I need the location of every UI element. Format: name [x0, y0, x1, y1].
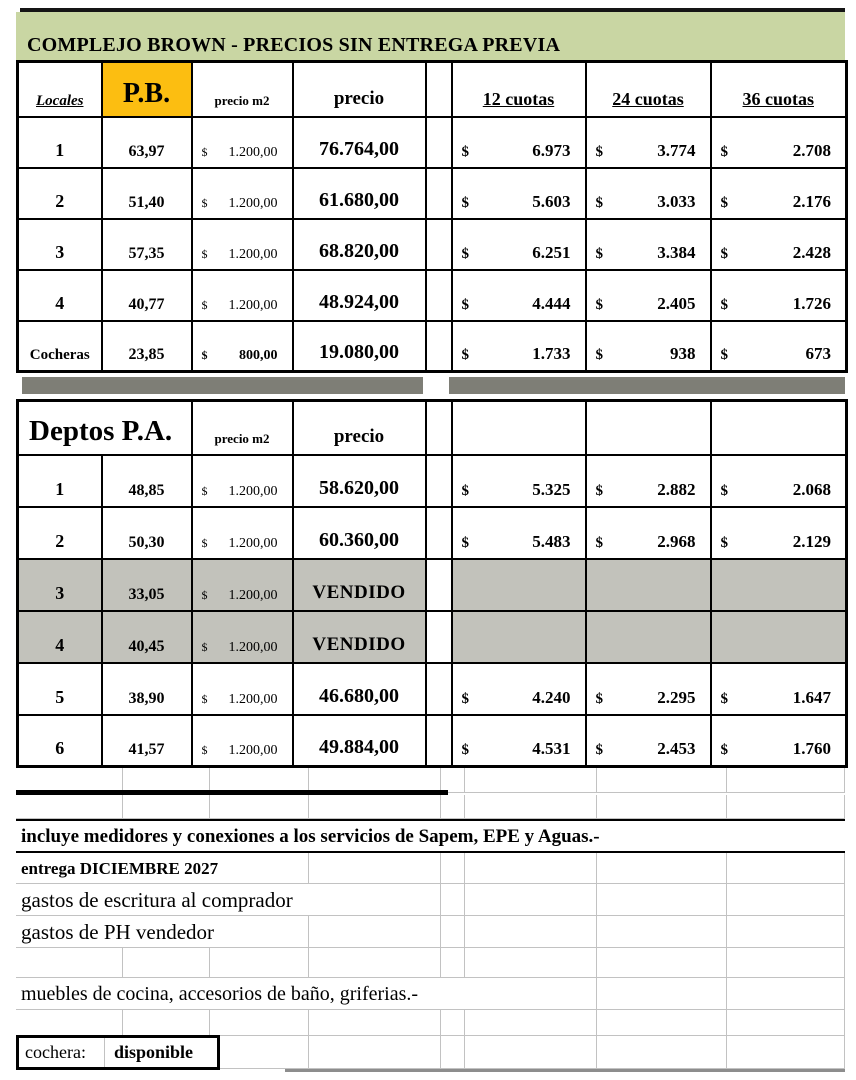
cell-price-per-m2: [192, 270, 293, 321]
cell-surface-m2: [102, 507, 192, 559]
installment-36: 1.760: [792, 739, 832, 758]
price-per-m2: 1.200,00: [228, 743, 278, 758]
installment-24: 2.453: [657, 739, 696, 758]
spacer-cell: [426, 559, 452, 611]
table-row-sold: [18, 611, 847, 663]
cell-unit-number: [18, 663, 102, 715]
cell-installment-36: [711, 715, 847, 767]
cell-installment-24: [586, 559, 711, 611]
cell-installment-24: [586, 663, 711, 715]
currency-symbol: $: [595, 534, 604, 551]
table-row: [18, 219, 847, 270]
cell-installment-24: [586, 455, 711, 507]
price: 58.620,00: [319, 476, 400, 499]
price: 48.924,00: [319, 290, 399, 313]
price-per-m2: 800,00: [239, 348, 278, 363]
note-muebles: muebles de cocina, accesorios de baño, griferias.-: [16, 978, 845, 1010]
price-per-m2: 1.200,00: [228, 483, 278, 499]
cell-price: [293, 455, 426, 507]
cell-sold-status: [293, 559, 426, 611]
sold-status: VENDIDO: [312, 633, 406, 655]
installment-12: 5.483: [532, 531, 571, 551]
installment-12: 5.325: [532, 479, 571, 499]
table-row: [18, 507, 847, 559]
surface-m2: 51,40: [128, 193, 165, 211]
cochera-row: [16, 1036, 845, 1069]
page-title: COMPLEJO BROWN - PRECIOS SIN ENTREGA PREVIA: [27, 34, 561, 56]
cochera-box: [16, 1035, 220, 1070]
cell-surface-m2: [102, 715, 192, 767]
surface-m2: 40,45: [128, 637, 165, 655]
col-header-precio-m2: [192, 62, 293, 117]
currency-symbol: $: [461, 296, 469, 313]
cell-unit-number: [18, 611, 102, 663]
table-row: [18, 270, 847, 321]
col-header-precio-m2: [192, 401, 293, 455]
cell-installment-36: [711, 559, 847, 611]
spacer-cell: [426, 321, 452, 372]
spacer-cell: [426, 611, 452, 663]
note-incluye: incluye medidores y conexiones a los servicios de Sapem, EPE y Aguas.-: [16, 819, 845, 853]
installment-36: 1.647: [792, 687, 832, 707]
cell-surface-m2: [102, 455, 192, 507]
currency-symbol: $: [720, 690, 729, 707]
table-row: [18, 663, 847, 715]
cell-installment-24: [586, 219, 711, 270]
empty-header-cell: [711, 401, 847, 455]
cell-surface-m2: [102, 219, 192, 270]
currency-symbol: $: [201, 297, 208, 312]
table-row-sold: [18, 559, 847, 611]
col-header-pb: [102, 62, 192, 117]
cell-price-per-m2: [192, 507, 293, 559]
spacer-cell: [426, 401, 452, 455]
installment-36: 2.068: [792, 479, 832, 499]
cell-installment-24: [586, 270, 711, 321]
currency-symbol: $: [595, 296, 603, 313]
local-number: 1: [55, 139, 65, 160]
currency-symbol: $: [201, 587, 208, 602]
note-gastos-ph: gastos de PH vendedor: [16, 916, 845, 948]
currency-symbol: $: [461, 143, 469, 160]
empty-header-cell: [586, 401, 711, 455]
currency-symbol: $: [201, 195, 208, 210]
cochera-status: disponible: [114, 1042, 194, 1062]
currency-symbol: $: [201, 144, 208, 159]
col-header-locales-label: Locales: [36, 92, 84, 109]
col-header-12-cuotas: [452, 62, 586, 117]
unit-number: 3: [55, 582, 65, 603]
cell-installment-36: [711, 321, 847, 372]
price-per-m2: 1.200,00: [228, 144, 278, 160]
cell-price: [293, 168, 426, 219]
currency-symbol: $: [201, 348, 208, 362]
cell-surface-m2: [102, 559, 192, 611]
surface-m2: 40,77: [128, 295, 165, 313]
cell-local-number: [18, 117, 102, 168]
currency-symbol: $: [201, 691, 208, 706]
cell-unit-number: [18, 715, 102, 767]
cell-unit-number: [18, 559, 102, 611]
cell-installment-36: [711, 117, 847, 168]
installment-12: 6.973: [532, 140, 571, 160]
installment-12: 5.603: [532, 191, 571, 211]
currency-symbol: $: [720, 296, 728, 313]
local-number: Cocheras: [29, 347, 90, 363]
installment-36: 2.428: [792, 242, 831, 262]
spacer-cell: [426, 507, 452, 559]
cell-installment-36: [711, 270, 847, 321]
price: 61.680,00: [319, 188, 399, 211]
currency-symbol: $: [201, 639, 208, 654]
installment-24: 3.774: [657, 140, 696, 160]
pb-table: [16, 60, 848, 373]
cell-price-per-m2: [192, 168, 293, 219]
surface-m2: 33,05: [128, 585, 165, 603]
currency-symbol: $: [720, 742, 729, 758]
empty-grid-row: [16, 948, 845, 978]
price-per-m2: 1.200,00: [228, 587, 278, 603]
cell-price: [293, 321, 426, 372]
currency-symbol: $: [461, 194, 469, 211]
installment-12: 1.733: [532, 344, 571, 363]
cell-price: [293, 270, 426, 321]
cell-installment-24: [586, 715, 711, 767]
cell-installment-12: [452, 168, 586, 219]
currency-symbol: $: [595, 347, 603, 363]
empty-grid-row: [16, 1010, 845, 1036]
price-per-m2: 1.200,00: [228, 195, 278, 211]
currency-symbol: $: [201, 483, 208, 498]
currency-symbol: $: [201, 743, 208, 757]
price-per-m2: 1.200,00: [228, 639, 278, 655]
table-row: [18, 117, 847, 168]
unit-number: 4: [55, 634, 65, 655]
surface-m2: 38,90: [128, 689, 165, 707]
surface-m2: 48,85: [128, 481, 165, 499]
empty-header-cell: [452, 401, 586, 455]
cell-installment-12: [452, 715, 586, 767]
cell-price: [293, 219, 426, 270]
col-header-36-cuotas: [711, 62, 847, 117]
price-per-m2: 1.200,00: [228, 691, 278, 707]
installment-36: 2.708: [792, 140, 831, 160]
currency-symbol: $: [720, 482, 729, 499]
currency-symbol: $: [595, 690, 604, 707]
cell-installment-12: [452, 611, 586, 663]
cell-local-number: [18, 219, 102, 270]
spacer-cell: [426, 219, 452, 270]
surface-m2: 23,85: [128, 346, 165, 363]
col-header-precio: [293, 62, 426, 117]
notes-section: [16, 768, 845, 1072]
cell-price: [293, 715, 426, 767]
price: 60.360,00: [319, 528, 400, 551]
cell-price: [293, 663, 426, 715]
cell-local-number: [18, 168, 102, 219]
local-number: 3: [55, 241, 65, 262]
pa-table: [16, 399, 848, 768]
installment-36: 673: [805, 344, 831, 363]
cell-unit-number: [18, 507, 102, 559]
currency-symbol: $: [720, 143, 728, 160]
currency-symbol: $: [595, 245, 603, 262]
cell-installment-24: [586, 117, 711, 168]
col-header-precio-m2-label: precio m2: [214, 92, 270, 108]
installment-24: 2.295: [657, 687, 696, 707]
cell-installment-24: [586, 611, 711, 663]
col-header-precio-m2-label: precio m2: [214, 430, 270, 446]
col-header-36-cuotas-label: 36 cuotas: [742, 88, 814, 109]
installment-24: 2.882: [657, 479, 696, 499]
cell-price-per-m2: [192, 715, 293, 767]
currency-symbol: $: [720, 534, 729, 551]
cell-installment-24: [586, 507, 711, 559]
table-row: [18, 321, 847, 372]
currency-symbol: $: [461, 534, 470, 551]
price-per-m2: 1.200,00: [228, 246, 278, 262]
spacer-cell: [426, 62, 452, 117]
sold-status: VENDIDO: [312, 581, 406, 603]
currency-symbol: $: [461, 245, 469, 262]
divider-bar-left: [22, 377, 423, 394]
cell-surface-m2: [102, 270, 192, 321]
cell-surface-m2: [102, 117, 192, 168]
bottom-border-line: [285, 1069, 845, 1072]
currency-symbol: $: [595, 482, 604, 499]
currency-symbol: $: [720, 194, 728, 211]
note-entrega: entrega DICIEMBRE 2027: [16, 853, 845, 884]
cell-installment-12: [452, 117, 586, 168]
cell-local-number: [18, 270, 102, 321]
cell-surface-m2: [102, 168, 192, 219]
currency-symbol: $: [461, 482, 470, 499]
col-header-pb-label: P.B.: [122, 77, 171, 109]
section-divider: [16, 377, 845, 394]
unit-number: 5: [55, 686, 65, 707]
note-gastos-escritura: gastos de escritura al comprador: [16, 884, 845, 916]
surface-m2: 41,57: [128, 741, 165, 758]
currency-symbol: $: [720, 347, 728, 363]
cell-surface-m2: [102, 611, 192, 663]
installment-24: 938: [670, 344, 696, 363]
section-title-label: Deptos P.A.: [29, 414, 173, 447]
unit-number: 6: [55, 738, 65, 758]
surface-m2: 57,35: [128, 244, 165, 262]
cell-installment-12: [452, 663, 586, 715]
empty-grid-row: [16, 795, 845, 819]
cell-price: [293, 507, 426, 559]
section-title-deptos-pa: [18, 401, 192, 455]
cell-price-per-m2: [192, 611, 293, 663]
spacer-cell: [426, 455, 452, 507]
col-header-12-cuotas-label: 12 cuotas: [482, 88, 555, 109]
installment-12: 6.251: [532, 242, 571, 262]
table-row: [18, 455, 847, 507]
cell-installment-24: [586, 321, 711, 372]
title-band: [16, 12, 845, 60]
cell-price: [293, 117, 426, 168]
cell-price-per-m2: [192, 117, 293, 168]
price: 46.680,00: [319, 684, 400, 707]
installment-24: 2.405: [657, 293, 696, 313]
currency-symbol: $: [461, 690, 470, 707]
cell-installment-24: [586, 168, 711, 219]
price: 68.820,00: [319, 239, 399, 262]
spacer-cell: [426, 663, 452, 715]
installment-36: 1.726: [792, 293, 831, 313]
cell-surface-m2: [102, 663, 192, 715]
price: 76.764,00: [319, 137, 399, 160]
price: 49.884,00: [319, 736, 400, 758]
cell-price-per-m2: [192, 455, 293, 507]
cell-installment-12: [452, 321, 586, 372]
spacer-cell: [426, 270, 452, 321]
col-header-precio: [293, 401, 426, 455]
cell-installment-36: [711, 168, 847, 219]
cell-local-number: [18, 321, 102, 372]
installment-36: 2.129: [792, 531, 832, 551]
pb-header-row: [18, 62, 847, 117]
local-number: 4: [55, 292, 65, 313]
spacer-cell: [426, 715, 452, 767]
currency-symbol: $: [595, 143, 603, 160]
installment-12: 4.531: [532, 739, 571, 758]
cell-installment-36: [711, 455, 847, 507]
col-header-precio-label: precio: [333, 425, 385, 447]
currency-symbol: $: [595, 194, 603, 211]
table-row: [18, 168, 847, 219]
installment-12: 4.444: [532, 293, 571, 313]
cell-sold-status: [293, 611, 426, 663]
installment-24: 2.968: [657, 531, 696, 551]
currency-symbol: $: [461, 742, 470, 758]
spacer-cell: [426, 168, 452, 219]
cell-installment-12: [452, 507, 586, 559]
divider-bar-right: [449, 377, 845, 394]
currency-symbol: $: [720, 245, 728, 262]
col-header-precio-label: precio: [333, 87, 385, 109]
cell-installment-12: [452, 270, 586, 321]
cell-installment-36: [711, 663, 847, 715]
cell-surface-m2: [102, 321, 192, 372]
cell-price-per-m2: [192, 321, 293, 372]
installment-24: 3.384: [657, 242, 696, 262]
price: 19.080,00: [319, 341, 399, 363]
col-header-locales: [18, 62, 102, 117]
surface-m2: 50,30: [128, 533, 165, 551]
section-end-line: [16, 790, 448, 795]
spacer-cell: [426, 117, 452, 168]
cell-installment-12: [452, 219, 586, 270]
surface-m2: 63,97: [128, 142, 165, 160]
local-number: 2: [55, 190, 65, 211]
table-row: [18, 715, 847, 767]
cell-installment-12: [452, 455, 586, 507]
col-header-24-cuotas: [586, 62, 711, 117]
cell-installment-12: [452, 559, 586, 611]
installment-12: 4.240: [532, 687, 571, 707]
pa-header-row: [18, 401, 847, 455]
price-per-m2: 1.200,00: [228, 297, 278, 313]
cell-installment-36: [711, 219, 847, 270]
cell-unit-number: [18, 455, 102, 507]
installment-36: 2.176: [792, 191, 831, 211]
currency-symbol: $: [201, 535, 208, 550]
currency-symbol: $: [595, 742, 604, 758]
currency-symbol: $: [201, 246, 208, 261]
col-header-24-cuotas-label: 24 cuotas: [612, 88, 684, 109]
cochera-label: cochera:: [19, 1038, 105, 1067]
installment-24: 3.033: [657, 191, 696, 211]
unit-number: 1: [55, 478, 65, 499]
cell-price-per-m2: [192, 663, 293, 715]
cell-installment-36: [711, 611, 847, 663]
cell-price-per-m2: [192, 219, 293, 270]
cell-installment-36: [711, 507, 847, 559]
price-per-m2: 1.200,00: [228, 535, 278, 551]
divider-gap: [423, 377, 449, 394]
unit-number: 2: [55, 530, 65, 551]
cell-price-per-m2: [192, 559, 293, 611]
currency-symbol: $: [461, 347, 469, 363]
